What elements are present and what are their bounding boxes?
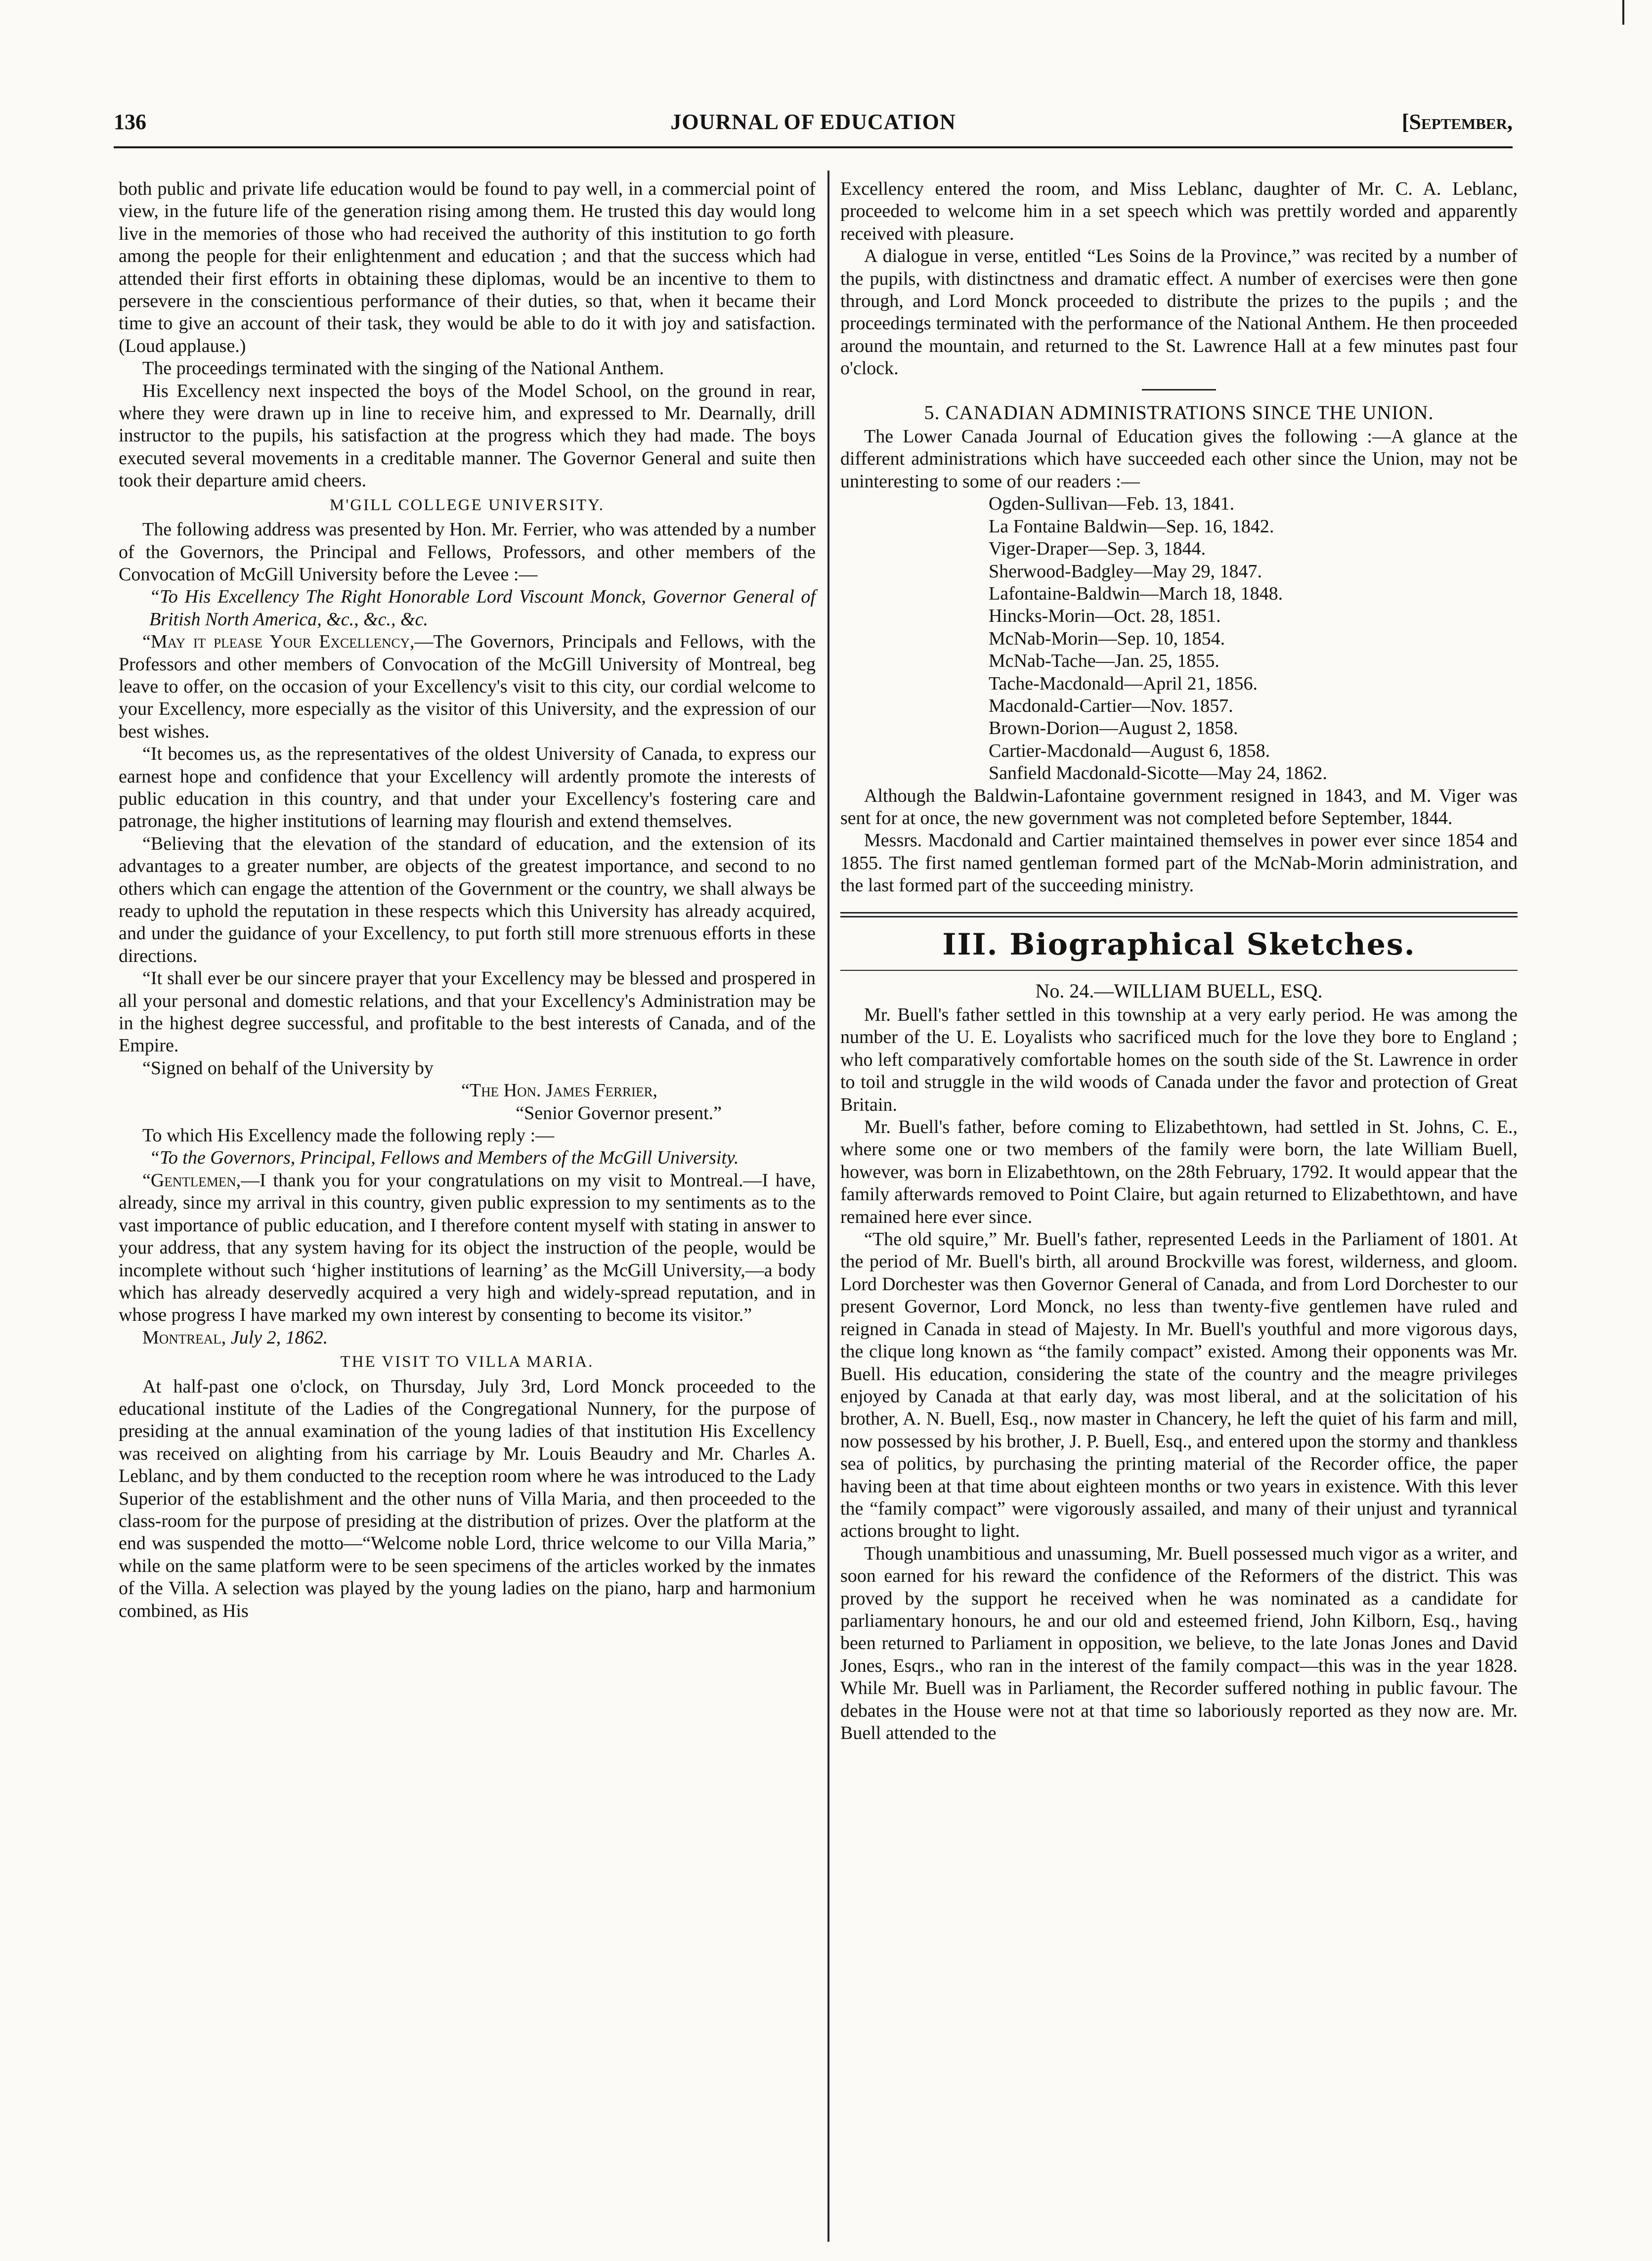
paragraph: The following address was presented by Hon. Mr. Ferrier, who was attended by a number of the Governors, the Principal and Fellows, Professors, and other members of the Convocation of McGill University before the Levee :— [119, 519, 816, 585]
signer-name: “The Hon. James Ferrier, [461, 1080, 657, 1101]
paragraph [119, 631, 816, 743]
address-text: —The Governors, Principals and Fellows, with the Professors and other members of Convocation of the McGill University of Montreal, beg leave to offer, on the occasion of your Excellency's visit to this city, our cordial welcome to your Excellency, more especially as the visitor of this University, and the expression of our best wishes. [119, 631, 816, 742]
list-item: Brown-Dorion—August 2, 1858. [989, 718, 1238, 739]
section-rule [840, 912, 1518, 917]
subsection-heading: M'GILL COLLEGE UNIVERSITY. [330, 496, 605, 514]
article-heading: 5. CANADIAN ADMINISTRATIONS SINCE THE UNION. [924, 401, 1434, 424]
separator-rule [1142, 389, 1216, 391]
dateline [119, 1327, 816, 1349]
dateline-date: July 2, 1862. [230, 1327, 328, 1348]
header-rule [114, 146, 1513, 148]
subsection-heading: THE VISIT TO VILLA MARIA. [340, 1353, 594, 1371]
column-divider [827, 171, 829, 2242]
list-item: Viger-Draper—Sep. 3, 1844. [989, 538, 1206, 560]
paragraph: At half-past one o'clock, on Thursday, July 3rd, Lord Monck proceeded to the educational institute of the Ladies of the Congregational Nunnery, for the purpose of presiding at the annual examination of the young ladies of that institution His Excellency was received on alighting from his carriage by Mr. Louis Beaudry and Mr. Charles A. Leblanc, and by them conducted to the reception room where he was introduced to the Lady Superior of the establishment and the other nuns of Villa Maria, and then proceeded to the class-room for the purpose of presiding at the distribution of prizes. Over the platform at the end was suspended the motto—“Welcome noble Lord, thrice welcome to our Villa Maria,” while on the same platform were to be seen specimens of the articles worked by the inmates of the Villa. A selection was played by the young ladies on the piano, harp and harmonium combined, as His [119, 1376, 816, 1621]
journal-title: JOURNAL OF EDUCATION [670, 110, 956, 134]
list-item: Sherwood-Badgley—May 29, 1847. [989, 561, 1262, 582]
address-salutation: “To His Excellency The Right Honorable Lord Viscount Monck, Governor General of British North America, &c., &c., &c. [149, 586, 816, 630]
reply-opening: “Gentlemen, [142, 1170, 241, 1191]
paragraph: “Believing that the elevation of the standard of education, and the extension of its advantages to a greater number, are objects of the greatest importance, and second to no others which can engage the attention of the Government or the country, we shall always be ready to uphold the reputation in these respects which this University has already acquired, and under the guidance of your Excellency, to put forth still more strenuous efforts in these directions. [119, 833, 816, 966]
reply-salutation: “To the Governors, Principal, Fellows and Members of the McGill University. [149, 1147, 739, 1169]
right-column [840, 178, 1518, 1744]
list-item: La Fontaine Baldwin—Sep. 16, 1842. [989, 516, 1274, 537]
paragraph: The Lower Canada Journal of Education gives the following :—A glance at the different administrations which have succeeded each other since the Union, may not be uninteresting to some of our readers :— [840, 426, 1518, 492]
section-heading: III. Biographical Sketches. [942, 927, 1416, 962]
issue-month: [September, [1401, 110, 1513, 134]
paragraph: Although the Baldwin-Lafontaine government resigned in 1843, and M. Viger was sent for at once, the new government was not completed before September, 1844. [840, 785, 1518, 828]
paragraph: “It shall ever be our sincere prayer that your Excellency may be blessed and prospered in all your personal and domestic relations, and that your Excellency's Administration may be in the highest degree successful, and profitable to the best interests of Canada, and of the Empire. [119, 968, 816, 1056]
biography-heading: No. 24.—WILLIAM BUELL, ESQ. [1035, 979, 1323, 1002]
address-opening: “May it please Your Excellency, [142, 631, 415, 652]
paragraph: “It becomes us, as the representatives of the oldest University of Canada, to express our earnest hope and confidence that your Excellency will ardently promote the interests of public education in this country, and that under your Excellency's fostering care and patronage, the higher institutions of learning may flourish and extend themselves. [119, 743, 816, 832]
list-item: Lafontaine-Baldwin—March 18, 1848. [989, 583, 1283, 604]
list-item: Hincks-Morin—Oct. 28, 1851. [989, 606, 1221, 627]
paragraph: A dialogue in verse, entitled “Les Soins de la Province,” was recited by a number of the pupils, with distinctness and dramatic effect. A number of exercises were then gone through, and Lord Monck proceeded to distribute the prizes to the pupils ; and the proceedings terminated with the performance of the National Anthem. He then proceeded around the mountain, and returned to the St. Lawrence Hall at a few minutes past four o'clock. [840, 246, 1518, 379]
section-rule [840, 970, 1518, 971]
list-item: Sanfield Macdonald-Sicotte—May 24, 1862. [989, 763, 1327, 784]
list-item: McNab-Tache—Jan. 25, 1855. [989, 651, 1219, 672]
list-item: McNab-Morin—Sep. 10, 1854. [989, 628, 1225, 649]
paragraph: “The old squire,” Mr. Buell's father, represented Leeds in the Parliament of 1801. At the period of Mr. Buell's birth, all around Brockville was forest, wilderness, and gloom. Lord Dorchester was then Governor General of Canada, and from Lord Dorchester to our present Governor, Lord Monck, no less than twenty-five gentlemen have ruled and reigned in Canada in stead of Majesty. In Mr. Buell's youthful and more vigorous days, the clique long known as “the family compact” existed. Among their opponents was Mr. Buell. His education, considering the state of the country and the meagre privileges enjoyed by Canada at that early day, was most liberal, and at the solicitation of his brother, A. N. Buell, Esq., now master in Chancery, he left the quiet of his farm and mill, now possessed by his brother, J. P. Buell, Esq., and entered upon the stormy and thankless sea of politics, by purchasing the printing material of the Recorder office, the paper having been at that time about eighteen months or two years in existence. With this lever the “family compact” were vigorously assailed, and many of their unjust and tyrannical actions brought to light. [840, 1229, 1518, 1542]
paragraph: Mr. Buell's father, before coming to Elizabethtown, had settled in St. Johns, C. E., where some one or two members of the family were born, the late William Buell, however, was born in Elizabethtown, on the 28th February, 1792. It would appear that the family afterwards removed to Point Claire, but again returned to Elizabethtown, and have remained here ever since. [840, 1117, 1518, 1227]
running-header [114, 105, 1513, 139]
dateline-place: Montreal, [142, 1327, 226, 1348]
administrations-list [840, 493, 1518, 784]
paragraph: Mr. Buell's father settled in this township at a very early period. He was among the number of the U. E. Loyalists who sacrificed much for the love they bore to England ; who left comparatively comfortable homes on the south side of the St. Lawrence in order to toil and struggle in the wild woods of Canada under the favor and protection of Great Britain. [840, 1004, 1518, 1115]
paragraph: Though unambitious and unassuming, Mr. Buell possessed much vigor as a writer, and soon earned for his reward the confidence of the Reformers of the district. This was proved by the support he received when he was nominated as a candidate for parliamentary honours, he and our old and esteemed friend, John Kilborn, Esq., having been returned to Parliament in opposition, we believe, to the late Jonas Jones and David Jones, Esqrs., who ran in the interest of the family compact—this was in the year 1828. While Mr. Buell was in Parliament, the Recorder suffered nothing in public favour. The debates in the House were not at that time so laboriously reported as they now are. Mr. Buell attended to the [840, 1543, 1518, 1743]
paragraph: Excellency entered the room, and Miss Leblanc, daughter of Mr. C. A. Leblanc, proceeded to welcome him in a set speech which was prettily worded and apparently received with pleasure. [840, 178, 1518, 244]
reply-text: —I thank you for your congratulations on my visit to Montreal.—I have, already, since my arrival in this country, given public expression to my sentiments as to the vast importance of public education, and I therefore content myself with stating in answer to your address, that any system having for its object the instruction of the people, would be incomplete without such ‘higher institutions of learning’ as the McGill University,—a body which has already deservedly acquired a very high and widely-spread reputation, and in whose progress I have marked my own interest by consenting to become its visitor.” [119, 1170, 816, 1326]
paragraph: both public and private life education would be found to pay well, in a commercial point of view, in the future life of the generation rising among them. He trusted this day would long live in the memories of those who had received the authority of this institution to go forth among the people for their enlightenment and education ; and that the success which had attended their first efforts in obtaining these diplomas, would be an incentive to them to persevere in the conscientious performance of their duties, so that, when it became their time to give an account of their task, they would be able to do it with joy and satisfaction. (Loud applause.) [119, 178, 816, 356]
list-item: Tache-Macdonald—April 21, 1856. [989, 673, 1258, 694]
page-edge-line [1622, 0, 1624, 25]
list-item: Cartier-Macdonald—August 6, 1858. [989, 740, 1270, 761]
signer-title: “Senior Governor present.” [516, 1102, 722, 1124]
paragraph [119, 1170, 816, 1327]
list-item: Ogden-Sullivan—Feb. 13, 1841. [989, 493, 1235, 515]
paragraph: His Excellency next inspected the boys of the Model School, on the ground in rear, where they were drawn up in line to receive him, and expressed to Mr. Dearnally, drill instructor to the pupils, his satisfaction at the progress which they had made. The boys executed several movements in a creditable manner. The Governor General and suite then took their departure amid cheers. [119, 380, 816, 491]
list-item: Macdonald-Cartier—Nov. 1857. [989, 695, 1233, 716]
paragraph: Messrs. Macdonald and Cartier maintained themselves in power ever since 1854 and 1855. The first named gentleman formed part of the McNab-Morin administration, and the last formed part of the succeeding ministry. [840, 830, 1518, 896]
page-number: 136 [114, 110, 146, 134]
paragraph: To which His Excellency made the following reply :— [142, 1125, 555, 1146]
left-column [119, 178, 816, 1622]
paragraph: “Signed on behalf of the University by [142, 1057, 434, 1079]
paragraph: The proceedings terminated with the singing of the National Anthem. [142, 358, 664, 379]
